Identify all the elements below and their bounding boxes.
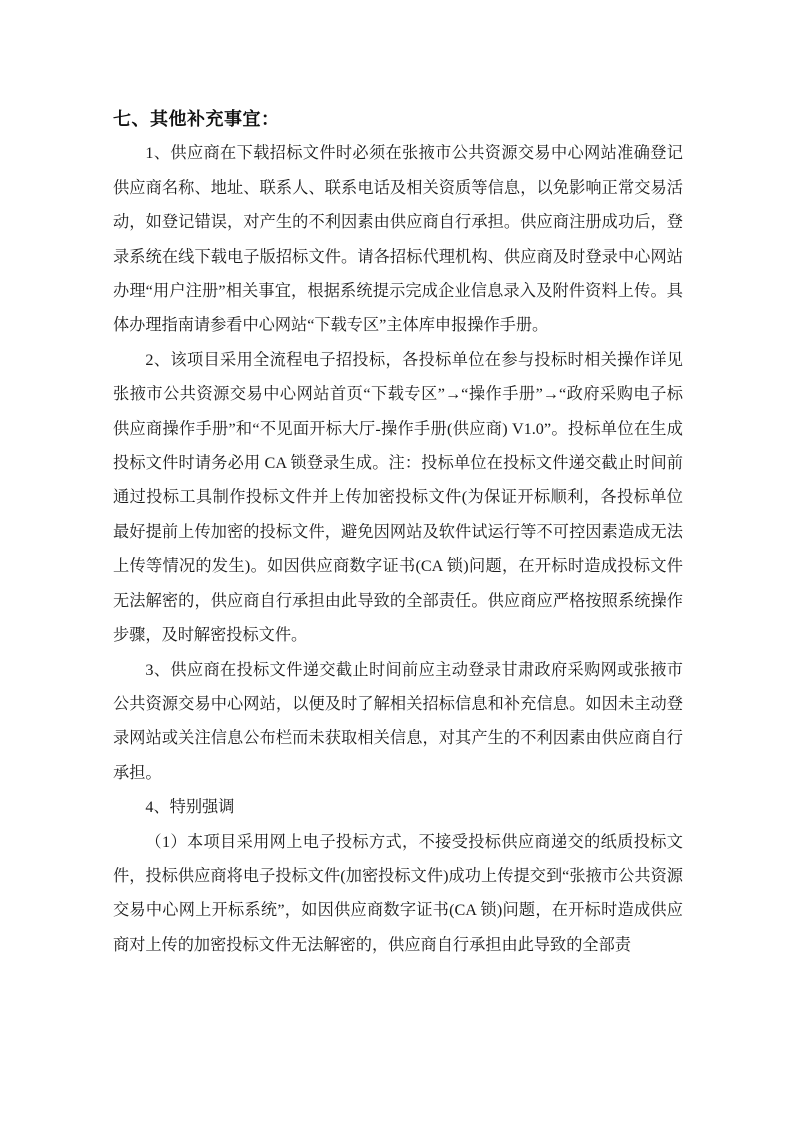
section-heading: 七、其他补充事宜： bbox=[113, 109, 280, 129]
paragraph-electronic-bidding-process: 2、该项目采用全流程电子招投标，各投标单位在参与投标时相关操作详见张掖市公共资源交易中心网站首页“下载专区”→“操作手册”→“政府采购电子标供应商操作手册”和“不见面开标大厅-操作手册(供应商) V1.0”。投标单位在生成投标文件时请务必用 CA 锁登录生成。注：投标单位在投标文件递交截止时间前通过投标工具制作投标文件并上传加密投标文件(为保证开标顺利，各投标单位最好提前上传加密的投标文件，避免因网站及软件试运行等不可控因素造成无法上传等情况的发生)。如因供应商数字证书(CA 锁)问题，在开标时造成投标文件无法解密的，供应商自行承担由此导致的全部责任。供应商应严格按照系统操作步骤，及时解密投标文件。 bbox=[113, 350, 683, 645]
paragraph-online-bid-submission: （1）本项目采用网上电子投标方式，不接受投标供应商递交的纸质投标文件，投标供应商将电子投标文件(加密投标文件)成功上传提交到“张掖市公共资源交易中心网上开标系统”，如因供应商数字证书(CA 锁)问题，在开标时造成供应商对上传的加密投标文件无法解密的，供应商自行承担由此导致的全部责 bbox=[113, 832, 683, 954]
paragraph-special-emphasis-heading: 4、特别强调 bbox=[145, 798, 235, 817]
paragraph-supplier-registration: 1、供应商在下载招标文件时必须在张掖市公共资源交易中心网站准确登记供应商名称、地址、联系人、联系电话及相关资质等信息，以免影响正常交易活动，如登记错误，对产生的不利因素由供应商自行承担。供应商注册成功后，登录系统在线下载电子版招标文件。请各招标代理机构、供应商及时登录中心网站办理“用户注册”相关事宜，根据系统提示完成企业信息录入及附件资料上传。具体办理指南请参看中心网站“下载专区”主体库申报操作手册。 bbox=[113, 144, 683, 335]
paragraph-website-login-notice: 3、供应商在投标文件递交截止时间前应主动登录甘肃政府采购网或张掖市公共资源交易中心网站，以便及时了解相关招标信息和补充信息。如因未主动登录网站或关注信息公布栏而未获取相关信息，对其产生的不利因素由供应商自行承担。 bbox=[113, 660, 683, 782]
document-content bbox=[113, 102, 683, 962]
